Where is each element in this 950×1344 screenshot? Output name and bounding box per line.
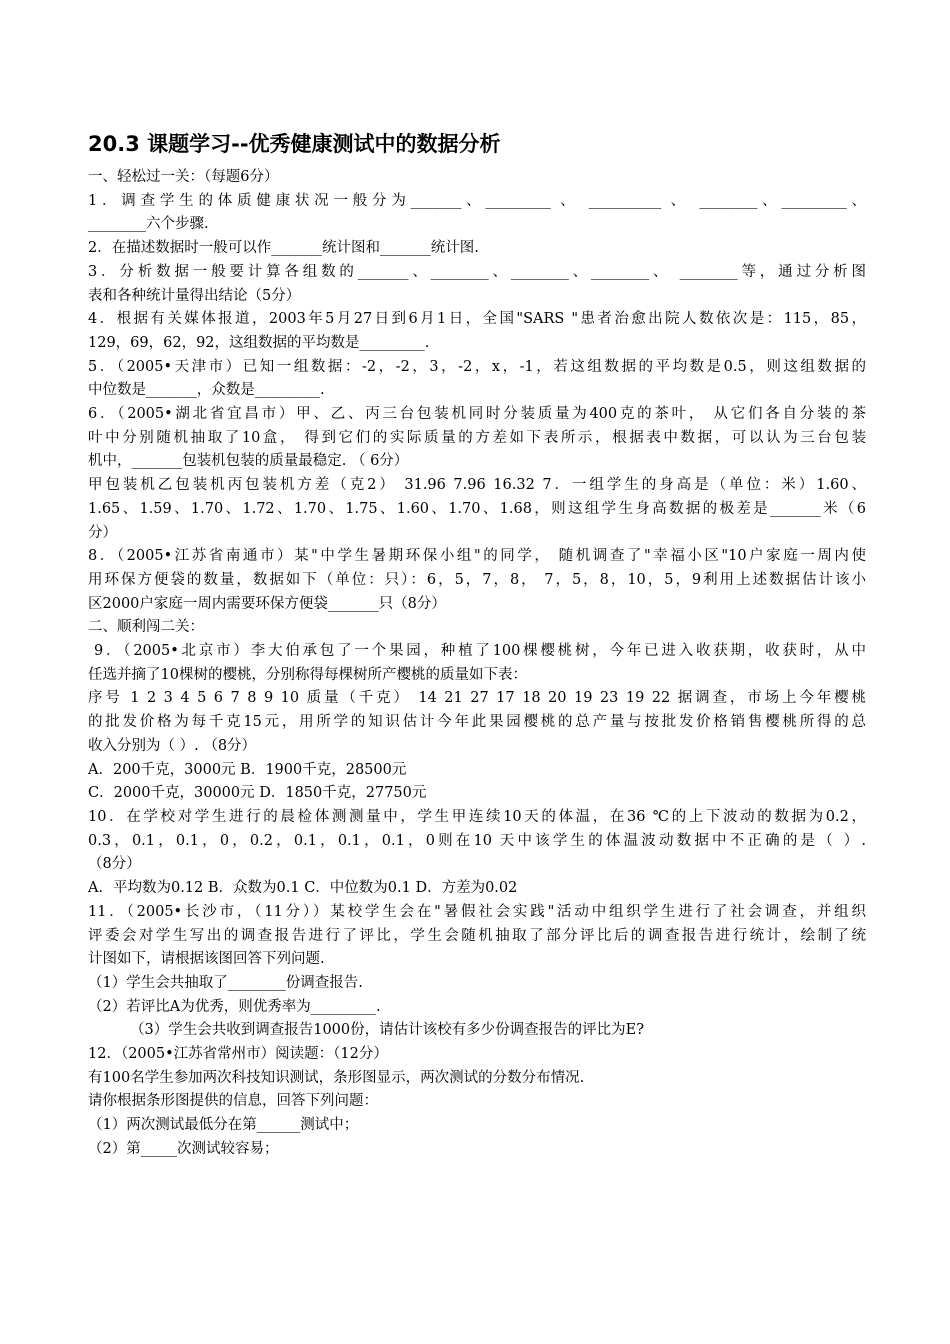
text-line: 3．分析数据一般要计算各组数的_______、________、________、________、 ________等，通过分析图 [88, 263, 866, 280]
text-line: 评委会对学生写出的调查报告进行了评比，学生会随机抽取了部分评比后的调查报告进行统计，绘制了统 [88, 927, 866, 944]
text-line: （1）两次测试最低分在第______测试中； [88, 1117, 359, 1134]
text-line: A．平均数为0.12 B．众数为0.1 C．中位数为0.1 D．方差为0.02 [88, 880, 518, 897]
text-line: （2）若评比A为优秀，则优秀率为_________. [88, 998, 381, 1015]
text-line: 的批发价格为每千克15元，用所学的知识估计今年此果园樱桃的总产量与按批发价格销售樱桃所得的总 [88, 714, 866, 731]
text-line: 区2000户家庭一周内需要环保方便袋_______只（8分） [88, 595, 446, 612]
text-line: A．200千克，3000元 B．1900千克，28500元 [88, 761, 407, 778]
text-line: 请你根据条形图提供的信息，回答下列问题： [88, 1093, 378, 1110]
text-line: 11．（2005•长沙市，（11分））某校学生会在"暑假社会实践"活动中组织学生进行了社会调查，并组织 [88, 903, 866, 920]
text-line: 中位数是_______，众数是_________. [88, 382, 325, 399]
text-line: 2．在描述数据时一般可以作_______统计图和_______统计图. [88, 240, 479, 257]
text-line: （8分） [88, 856, 141, 873]
text-line: 1．调查学生的体质健康状况一般分为_______、_________ 、 __________ 、 ________、_________、 [88, 192, 866, 209]
text-line: 1.65、1.59、1.70、1.72、1.70、1.75、1.60、1.70、1.68，则这组学生身高数据的极差是_______米（6 [88, 500, 866, 517]
text-line: C．2000千克，30000元 D．1850千克，27750元 [88, 785, 427, 802]
text-line: 8．（2005•江苏省南通市）某"中学生暑期环保小组"的同学， 随机调查了"幸福小区"10户家庭一周内使 [88, 548, 866, 565]
text-line: 叶中分别随机抽取了10盒， 得到它们的实际质量的方差如下表所示，根据表中数据，可以认为三台包装 [88, 429, 866, 446]
text-line: （1）学生会共抽取了________份调查报告. [88, 974, 363, 991]
text-line: 序号 1 2 3 4 5 6 7 8 9 10 质量（千克） 14 21 27 17 18 20 19 23 19 22 据调查，市场上今年樱桃 [88, 690, 866, 707]
document-title: 20.3 课题学习--优秀健康测试中的数据分析 [88, 132, 501, 156]
text-line: 6．（2005•湖北省宜昌市）甲、乙、丙三台包装机同时分装质量为400克的茶叶， 从它们各自分装的茶 [88, 406, 866, 423]
text-line: 有100名学生参加两次科技知识测试，条形图显示，两次测试的分数分布情况. [88, 1069, 585, 1086]
text-line: 12．（2005•江苏省常州市）阅读题：（12分） [88, 1046, 388, 1063]
text-line: 计图如下，请根据该图回答下列问题. [88, 951, 325, 968]
text-line: （3）学生会共收到调查报告1000份，请估计该校有多少份调查报告的评比为E? [130, 1022, 644, 1039]
text-line: 10．在学校对学生进行的晨检体测测量中，学生甲连续10天的体温，在36 ℃的上下波动的数据为0.2， [88, 808, 866, 825]
text-line: 用环保方便袋的数量，数据如下（单位：只）：6，5，7，8， 7，5，8，10，5，9利用上述数据估计该小 [88, 571, 866, 588]
text-line: 分） [88, 524, 117, 541]
text-line: 129，69，62，92，这组数据的平均数是_________. [88, 334, 430, 351]
text-line: 甲包装机乙包装机丙包装机方差（克2） 31.96 7.96 16.32 7．一组学生的身高是（单位：米）1.60、 [88, 477, 866, 494]
text-line: 一、轻松过一关：（每题6分） [88, 169, 279, 185]
text-line: 5．（2005•天津市）已知一组数据：-2，-2，3，-2，x，-1，若这组数据的平均数是0.5，则这组数据的 [88, 358, 866, 375]
document-body [88, 166, 866, 1162]
text-line: 机中，_______包装机包装的质量最稳定. （ 6分） [88, 453, 409, 470]
text-line: 9．（2005•北京市）李大伯承包了一个果园，种植了100棵樱桃树，今年已进入收获期，收获时，从中 [94, 643, 866, 660]
text-line: 0.3，0.1，0.1，0，0.2，0.1，0.1，0.1，0则在10 天中该学生的体温波动数据中不正确的是（ ）. [88, 832, 866, 849]
text-line: 4．根据有关媒体报道，2003年5月27日到6月1日，全国"SARS "患者治愈出院人数依次是：115，85， [88, 311, 866, 328]
text-line: ________六个步骤. [88, 216, 209, 233]
text-line: 表和各种统计量得出结论（5分） [88, 287, 301, 304]
document-page [88, 128, 866, 1162]
text-line: 二、顺利闯二关： [88, 619, 204, 636]
text-line: （2）第_____次测试较容易； [88, 1140, 279, 1157]
text-line: 任选并摘了10棵树的樱桃，分别称得每棵树所产樱桃的质量如下表： [88, 666, 527, 683]
text-line: 收入分别为（ ）. （8分） [88, 737, 257, 754]
